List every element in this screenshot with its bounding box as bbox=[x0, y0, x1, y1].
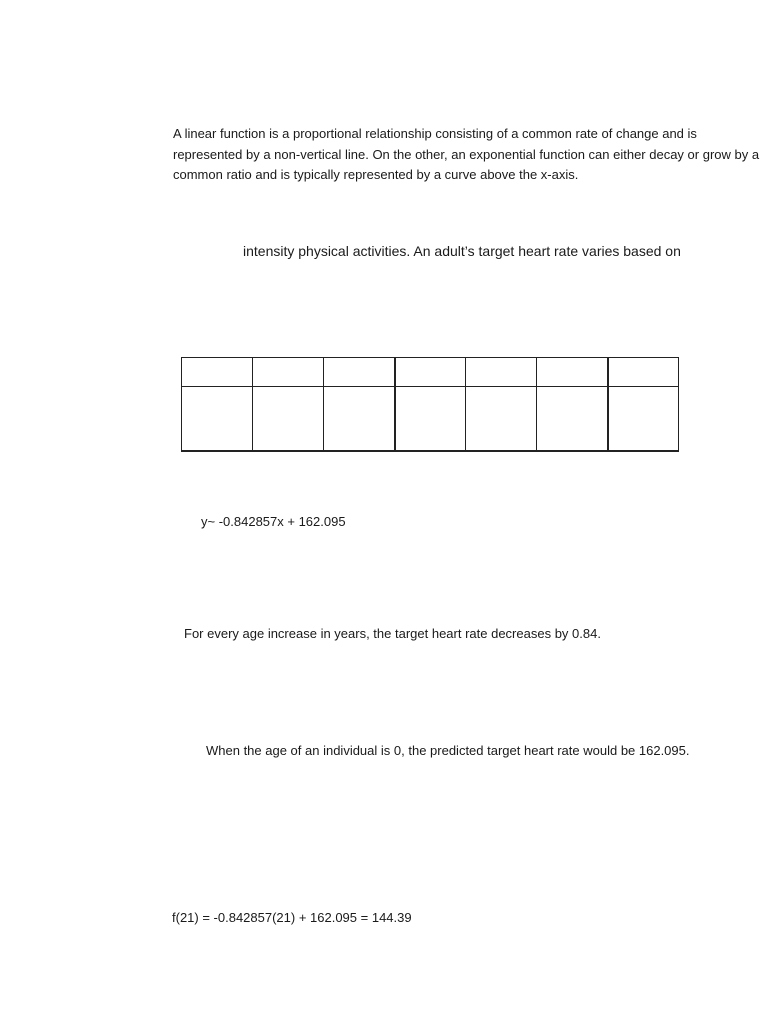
table-cell bbox=[182, 358, 253, 387]
table-cell bbox=[537, 358, 608, 387]
function-evaluation: f(21) = -0.842857(21) + 162.095 = 144.39 bbox=[172, 910, 412, 925]
table-cell bbox=[253, 387, 324, 451]
table-cell bbox=[253, 358, 324, 387]
heart-rate-fragment: intensity physical activities. An adult’s target heart rate varies based on bbox=[243, 243, 681, 259]
table-cell bbox=[395, 358, 466, 387]
table-cell bbox=[324, 358, 395, 387]
table-row bbox=[182, 387, 679, 451]
slope-interpretation: For every age increase in years, the target heart rate decreases by 0.84. bbox=[184, 626, 601, 641]
table-cell bbox=[537, 387, 608, 451]
table-cell bbox=[182, 387, 253, 451]
table-cell bbox=[608, 358, 679, 387]
table-cell bbox=[466, 358, 537, 387]
table-cell bbox=[395, 387, 466, 451]
table-cell bbox=[324, 387, 395, 451]
regression-equation: y~ -0.842857x + 162.095 bbox=[201, 514, 346, 529]
table-cell bbox=[608, 387, 679, 451]
intercept-interpretation: When the age of an individual is 0, the predicted target heart rate would be 162.095. bbox=[206, 743, 690, 758]
table-cell bbox=[466, 387, 537, 451]
table-row bbox=[182, 358, 679, 387]
data-table bbox=[181, 357, 679, 452]
intro-paragraph: A linear function is a proportional relationship consisting of a common rate of change and is represented by a non-vertical line. On the other, an exponential function can either decay or grow by a common ratio and is typically represented by a curve above the x-axis. bbox=[173, 126, 760, 182]
